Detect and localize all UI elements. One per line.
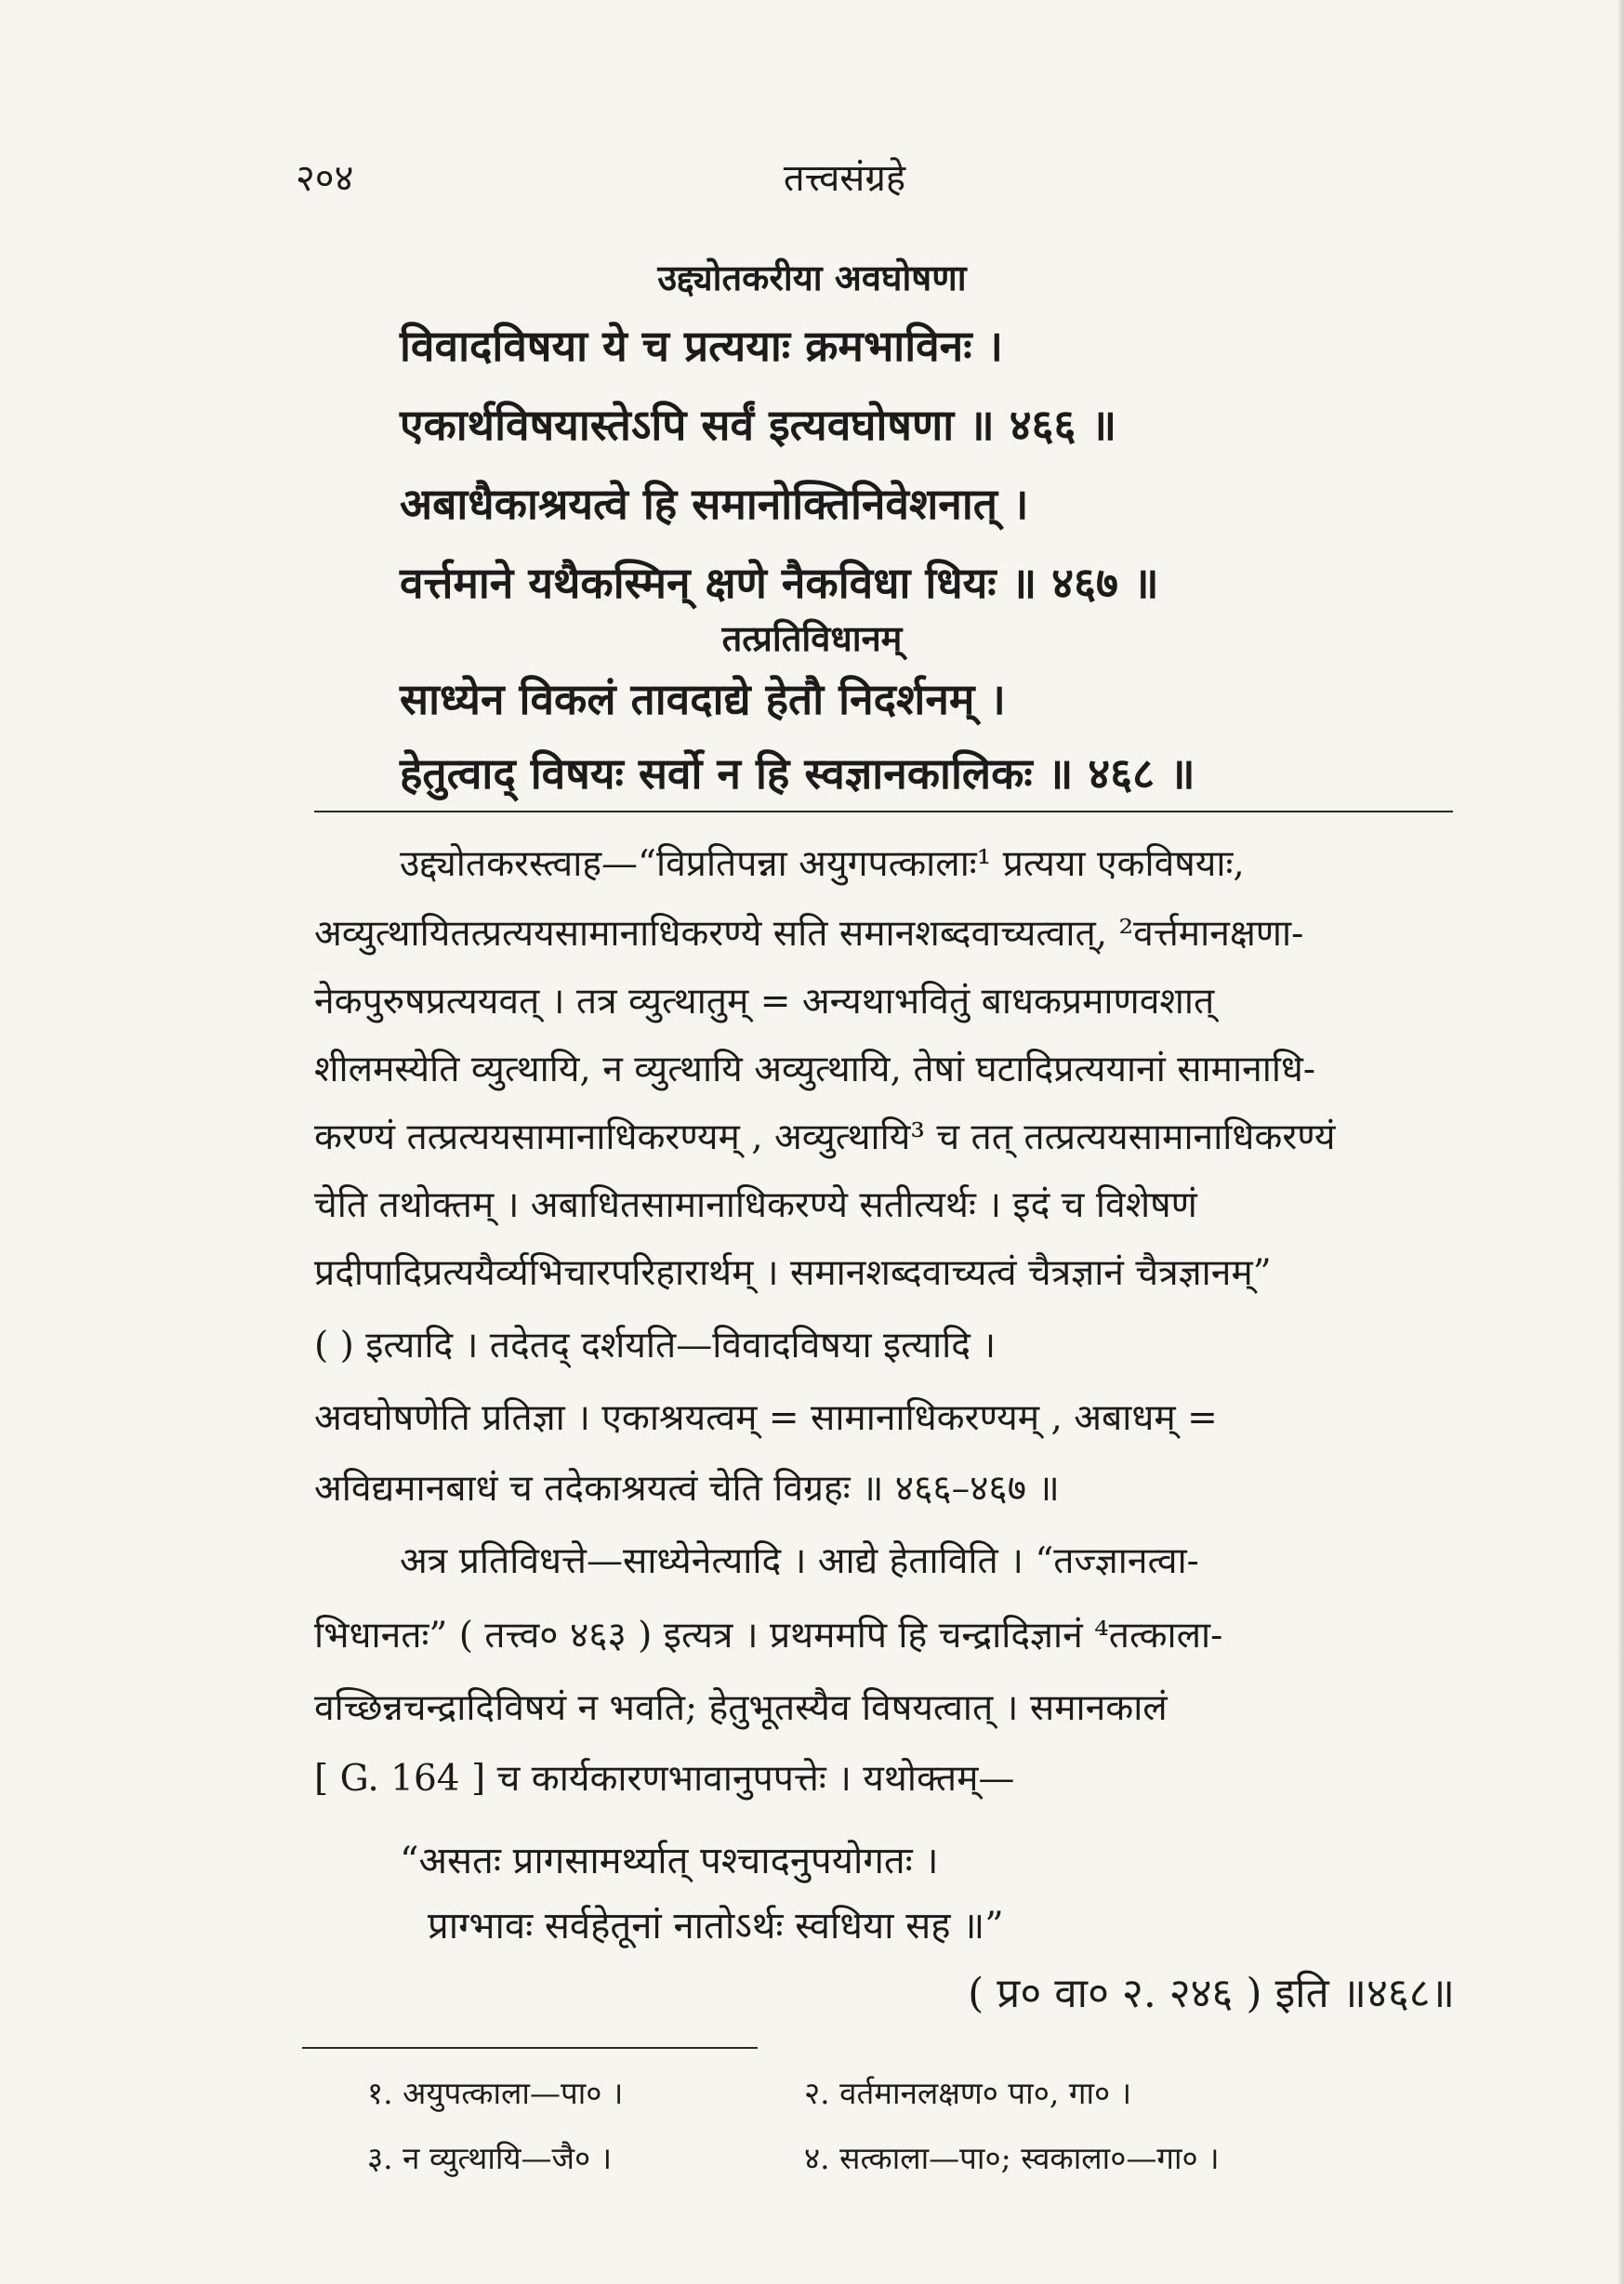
verse-line: अबाधैकाश्रयत्वे हि समानोक्तिनिवेशनात् ।	[400, 479, 1029, 529]
commentary-line: वच्छिन्नचन्द्रादिविषयं न भवति; हेतुभूतस्यैव विषयत्वात् । समानकालं	[314, 1687, 1168, 1729]
divider-rule	[314, 811, 1453, 812]
page-number: २०४	[296, 157, 354, 200]
commentary-line: प्रदीपादिप्रत्ययैर्व्यभिचारपरिहारार्थम् । समानशब्दवाच्यत्वं चैत्रज्ञानं चैत्रज्ञानम्”	[314, 1252, 1272, 1294]
commentary-line: भिधानतः” ( तत्त्व० ४६३ ) इत्यत्र । प्रथममपि हि चन्द्रादिज्ञानं ⁴तत्काला-	[314, 1615, 1223, 1657]
quoted-verse-line: प्राग्भावः सर्वहेतूनां नातोऽर्थः स्वधिया सह ॥”	[428, 1905, 1004, 1947]
reference-line: ( प्र० वा० २. २४६ ) इति ॥४६८॥	[968, 1970, 1455, 2017]
verse-line: हेतुत्वाद् विषयः सर्वो न हि स्वज्ञानकालिकः ॥ ४६८ ॥	[400, 748, 1195, 799]
commentary-line: शीलमस्येति व्युत्थायि, न व्युत्थायि अव्युत्थायि, तेषां घटादिप्रत्ययानां सामानाधि-	[314, 1049, 1316, 1090]
footnote: ३. न व्युत्थायि—जै० ।	[367, 2140, 613, 2176]
section-title-2: तत्प्रतिविधानम्	[721, 617, 903, 659]
commentary-line: चेति तथोक्तम् । अबाधितसामानाधिकरण्ये सतीत्यर्थः । इदं च विशेषणं	[314, 1184, 1197, 1226]
commentary-line: ( ) इत्यादि । तदेतद् दर्शयति—विवादविषया इत्यादि ।	[314, 1325, 997, 1366]
commentary-line: [ G. 164 ] च कार्यकारणभावानुपपत्तेः । यथोक्तम्—	[314, 1758, 1015, 1800]
footnote: १. अयुपत्काला—पा० ।	[367, 2075, 624, 2111]
commentary-line: अव्युत्थायितत्प्रत्ययसामानाधिकरण्ये सति समानशब्दवाच्यत्वात्, ²वर्त्तमानक्षणा-	[314, 913, 1304, 955]
verse-line: वर्त्तमाने यथैकस्मिन् क्षणे नैकविधा धियः ॥ ४६७ ॥	[400, 558, 1159, 608]
commentary-line: अविद्यमानबाधं च तदेकाश्रयत्वं चेति विग्रहः ॥ ४६६–४६७ ॥	[314, 1468, 1060, 1510]
commentary-line: अत्र प्रतिविधत्ते—साध्येनेत्यादि । आद्ये हेताविति । “तज्ज्ञानत्वा-	[400, 1540, 1199, 1582]
verse-line: विवादविषया ये च प्रत्ययाः क्रमभाविनः ।	[400, 321, 1003, 371]
running-title: तत्त्वसंग्रहे	[783, 157, 906, 200]
page-edge-shadow	[1617, 0, 1624, 2284]
footnote: २. वर्तमानलक्षण० पा०, गा० ।	[804, 2075, 1132, 2111]
commentary-line: करण्यं तत्प्रत्ययसामानाधिकरण्यम् , अव्युत्थायि³ च तत् तत्प्रत्ययसामानाधिकरण्यं	[314, 1116, 1336, 1158]
quoted-verse-line: “असतः प्रागसामर्थ्यात् पश्चादनुपयोगतः ।	[400, 1840, 939, 1882]
verse-line: साध्येन विकलं तावदाद्ये हेतौ निदर्शनम् ।	[400, 674, 1006, 724]
section-title-1: उद्द्योतकरीया अवघोषणा	[657, 257, 967, 298]
footnote: ४. सत्काला—पा०; स्वकाला०—गा० ।	[804, 2140, 1220, 2176]
commentary-line: नेकपुरुषप्रत्ययवत् । तत्र व्युत्थातुम् = अन्यथाभवितुं बाधकप्रमाणवशात्	[314, 981, 1215, 1023]
footnote-rule	[302, 2047, 758, 2049]
verse-line: एकार्थविषयास्तेऽपि सर्वं इत्यवघोषणा ॥ ४६६ ॥	[400, 400, 1117, 450]
commentary-line: अवघोषणेति प्रतिज्ञा । एकाश्रयत्वम् = सामानाधिकरण्यम् , अबाधम् =	[314, 1397, 1218, 1439]
commentary-line: उद्द्योतकरस्त्वाह—“विप्रतिपन्ना अयुगपत्कालाः¹ प्रत्यया एकविषयाः,	[400, 843, 1245, 885]
